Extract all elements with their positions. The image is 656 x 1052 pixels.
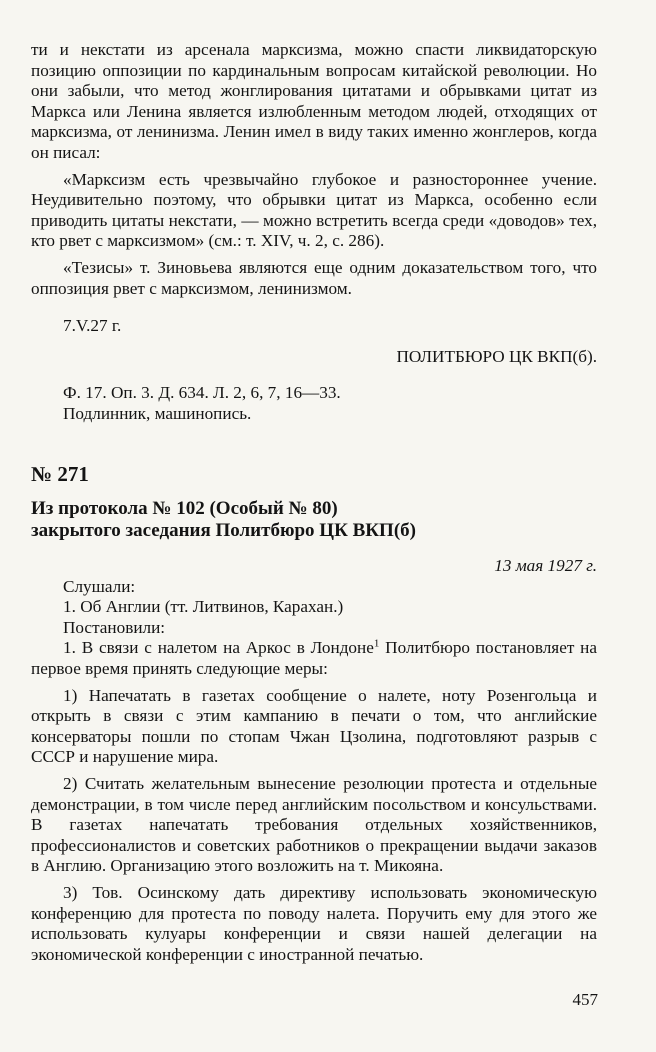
archive-note: Подлинник, машинопись. (63, 403, 252, 423)
document-date: 7.V.27 г. (63, 316, 122, 336)
measure-3: 3) Тов. Осинскому дать директиву использовать экономическую конференцию для протеста по поводу налета. Поручить ему для этого же использовать кулуары конференции и связи нашей делегации на экономической конференции с иностранной печатью. (31, 883, 597, 964)
heard-label: Слушали: (63, 576, 136, 596)
resolution-1-text-b: Политбюро постановляет на первое время принять следующие меры: (31, 638, 597, 679)
paragraph-theses: «Тезисы» т. Зиновьева являются еще одним доказательством того, что оппозиция рвет с марксизмом, ленинизмом. (31, 257, 597, 298)
document-title-line-2: закрытого заседания Политбюро ЦК ВКП(б) (31, 520, 416, 542)
measure-1: 1) Напечатать в газетах сообщение о налете, ноту Розенгольца и открыть в связи с этим кампанию в печати о том, что английские консерваторы пошли по стопам Чжан Цзолина, подготовляют разрыв с СССР и нарушение мира. (31, 685, 597, 767)
page-body (31, 40, 597, 965)
document-number: № 271 (31, 461, 89, 486)
paragraph-continuation: ти и некстати из арсенала марксизма, можно спасти ликвидаторскую позицию оппозиции по кардинальным вопросам китайской революции. Но они забыли, что метод жонглирования цитатами и обрывками цитат из Маркса или Ленина является излюбленным методом людей, отходящих от марксизма, от ленинизма. Ленин имел в виду таких именно жонглеров, когда он писал: (31, 40, 597, 162)
heard-item: 1. Об Англии (тт. Литвинов, Карахан.) (63, 597, 344, 617)
lenin-quote: «Марксизм есть чрезвычайно глубокое и разностороннее учение. Неудивительно поэтому, что обрывки цитат из Маркса, особенно если приводить цитаты некстати, — можно встретить всегда среди «доводов» тех, кто рвет с марксизмом» (см.: т. XIV, ч. 2, с. 286). (31, 169, 597, 251)
document-title-line-1: Из протокола № 102 (Особый № 80) (31, 498, 338, 520)
resolution-1-text-a: 1. В связи с налетом на Аркос в Лондоне (63, 638, 374, 658)
resolution-1 (31, 638, 597, 679)
page-number: 457 (572, 990, 598, 1009)
meeting-date: 13 мая 1927 г. (494, 556, 597, 576)
footnote-marker: 1 (373, 637, 380, 650)
archive-reference: Ф. 17. Оп. 3. Д. 634. Л. 2, 6, 7, 16—33. (63, 383, 341, 403)
resolved-label: Постановили: (63, 617, 166, 637)
signature: ПОЛИТБЮРО ЦК ВКП(б). (396, 346, 597, 366)
measure-2: 2) Считать желательным вынесение резолюции протеста и отдельные демонстрации, в том числе перед английским посольством и консульствами. В газетах напечатать требования отдельных хозяйственников, профессионалистов и советских работников о прекращении выдачи заказов в Англию. Организацию этого возложить на т. Микояна. (31, 774, 597, 876)
